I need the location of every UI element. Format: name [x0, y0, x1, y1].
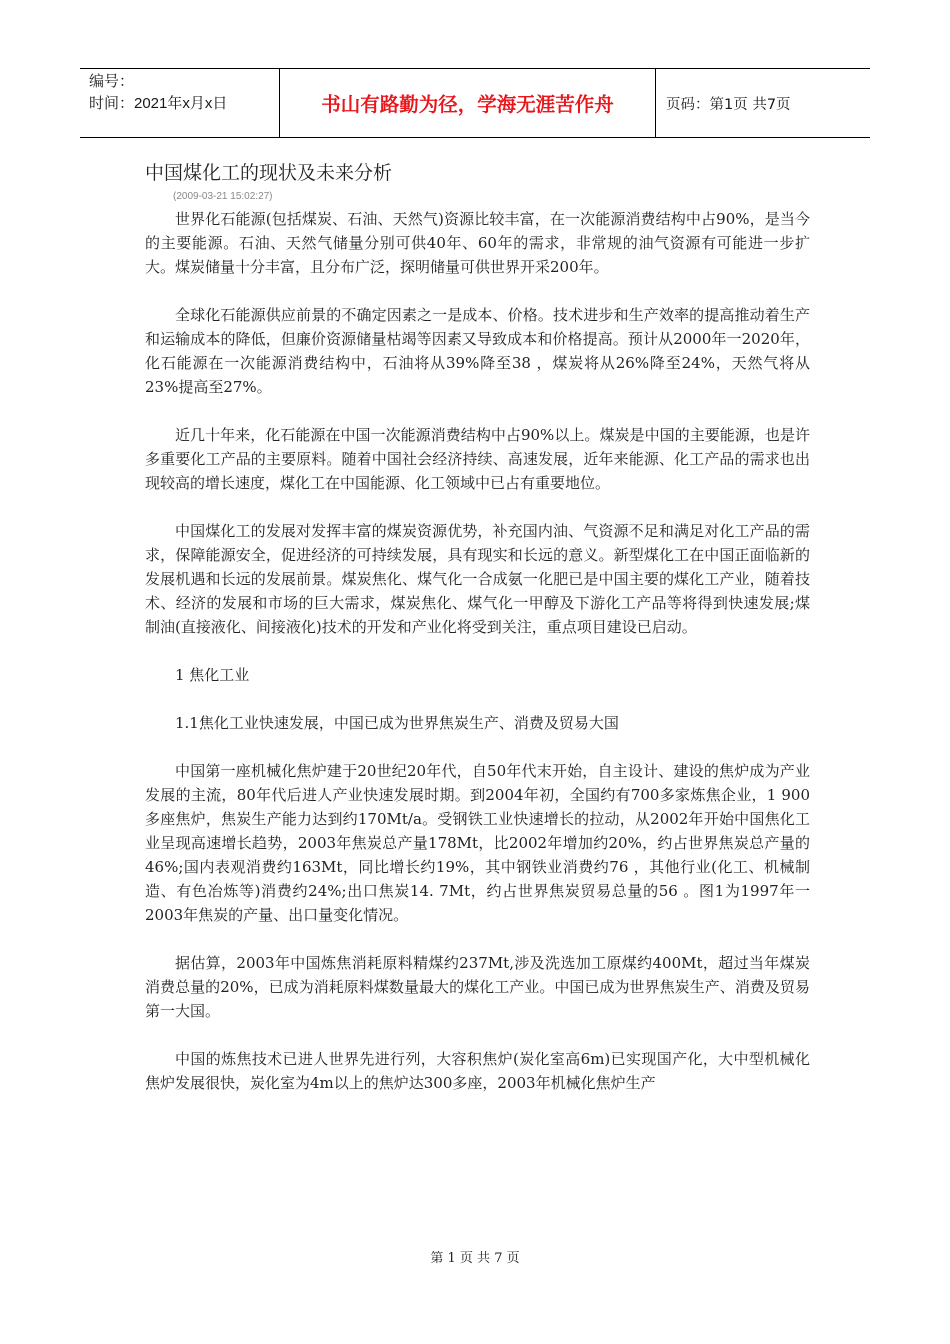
header-page-label: 页码：第1页 共7页: [666, 96, 791, 113]
article-title: 中国煤化工的现状及未来分析: [145, 162, 393, 184]
paragraph: 世界化石能源(包括煤炭、石油、天然气)资源比较丰富，在一次能源消费结构中占90%，是当今的主要能源。石油、天然气储量分别可供40年、60年的需求，非常规的油气资源有可能进一步扩大。煤炭储量十分丰富，且分布广泛，探明储量可供世界开采200年。: [145, 210, 810, 276]
section-heading: 1 焦化工业: [175, 666, 250, 684]
document-number-label: 编号：: [89, 73, 135, 90]
paragraph: 中国煤化工的发展对发挥丰富的煤炭资源优势，补充国内油、气资源不足和满足对化工产品的需求，保障能源安全，促进经济的可持续发展，具有现实和长远的意义。新型煤化工在中国正面临新的发展机遇和长远的发展前景。煤炭焦化、煤气化一合成氨一化肥已是中国主要的煤化工产业，随着技术、经济的发展和市场的巨大需求，煤炭焦化、煤气化一甲醇及下游化工产品等将得到快速发展;煤制油(直接液化、间接液化)技术的开发和产业化将受到关注，重点项目建设已启动。: [145, 522, 810, 636]
paragraph: 近几十年来，化石能源在中国一次能源消费结构中占90%以上。煤炭是中国的主要能源，也是许多重要化工产品的主要原料。随着中国社会经济持续、高速发展，近年来能源、化工产品的需求也出现较高的增长速度，煤化工在中国能源、化工领域中已占有重要地位。: [145, 426, 810, 492]
paragraph: 全球化石能源供应前景的不确定因素之一是成本、价格。技术进步和生产效率的提高推动着生产和运输成本的降低，但廉价资源储量枯竭等因素又导致成本和价格提高。预计从2000年一2020年，化石能源在一次能源消费结构中，石油将从39%降至38 ，煤炭将从26%降至24%，天然气将从23%提高至27%。: [145, 306, 810, 396]
page-footer: 第 1 页 共 7 页: [430, 1251, 520, 1266]
article-date: (2009-03-21 15:02:27): [173, 191, 273, 202]
document-time-label: 时间：2021年x月x日: [89, 95, 228, 112]
article-body: [145, 207, 810, 1119]
page-header: [80, 68, 870, 138]
paragraph: 据估算，2003年中国炼焦消耗原料精煤约237Mt,涉及洗选加工原煤约400Mt，超过当年煤炭消费总量的20%，已成为消耗原料煤数量最大的煤化工产业。中国已成为世界焦炭生产、消费及贸易第一大国。: [145, 954, 810, 1020]
header-motto: 书山有路勤为径，学海无涯苦作舟: [280, 69, 656, 137]
header-meta: [80, 69, 280, 137]
paragraph: 中国的炼焦技术已进人世界先进行列，大容积焦炉(炭化室高6m)已实现国产化，大中型机械化焦炉发展很快，炭化室为4m以上的焦炉达300多座，2003年机械化焦炉生产: [145, 1050, 810, 1092]
subsection-heading: 1.1焦化工业快速发展，中国已成为世界焦炭生产、消费及贸易大国: [175, 714, 619, 732]
paragraph: 中国第一座机械化焦炉建于20世纪20年代，自50年代末开始，自主设计、建设的焦炉成为产业发展的主流，80年代后进人产业快速发展时期。到2004年初，全国约有700多家炼焦企业，1 900多座焦炉，焦炭生产能力达到约170Mt/a。受钢铁工业快速增长的拉动，从2002年开始中国焦化工业呈现高速增长趋势，2003年焦炭总产量178Mt，比2002年增加约20%，约占世界焦炭总产量的46%;国内表观消费约163Mt，同比增长约19%，其中钢铁业消费约76 ，其他行业(化工、机械制造、有色冶炼等)消费约24%;出口焦炭14. 7Mt，约占世界焦炭贸易总量的56 。图1为1997年一2003年焦炭的产量、出口量变化情况。: [145, 762, 810, 924]
